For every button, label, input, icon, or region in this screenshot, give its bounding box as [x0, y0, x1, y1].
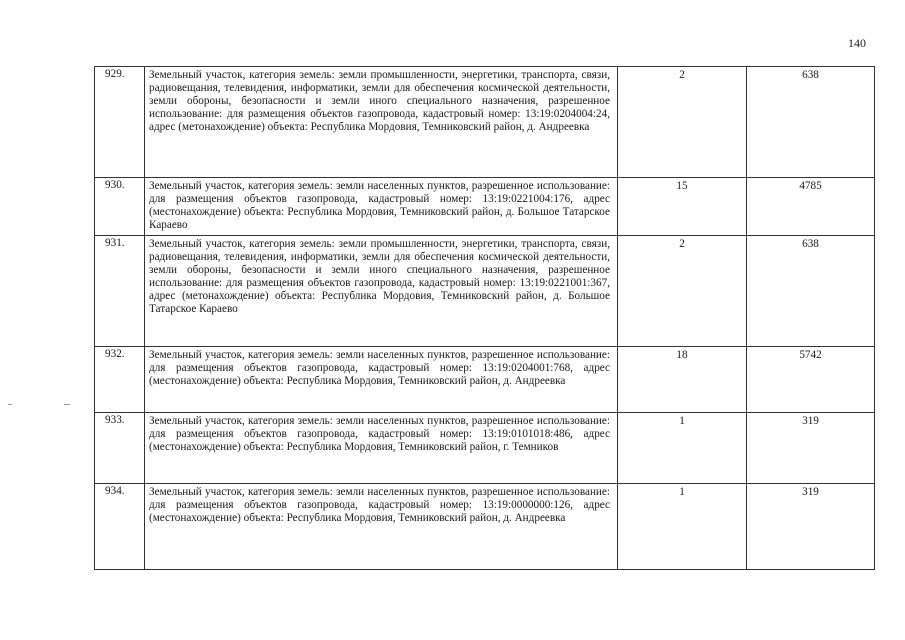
table-row: [95, 413, 875, 484]
table-row: [95, 67, 875, 178]
plot-description: Земельный участок, категория земель: земли населенных пунктов, разрешенное использование: для размещения объектов газопровода, кадастровый номер: 13:19:0204001:768, адрес (местонахождение) объекта: Республика Мордовия, Темниковский район, д. Андреевка: [145, 347, 618, 413]
plot-value: 4785: [747, 178, 875, 236]
table-row: [95, 178, 875, 236]
row-number: 932.: [95, 347, 145, 413]
plot-quantity: 1: [618, 413, 747, 484]
plot-description: Земельный участок, категория земель: земли промышленности, энергетики, транспорта, связи, радиовещания, телевидения, информатики, земли для обеспечения космической деятельности, земли обороны, безопасности и земли иного специального назначения, разрешенное использование: для размещения объектов газопровода, кадастровый номер: 13:19:0221001:367, адрес (метонахождение) объекта: Республика Мордовия, Темниковский район, д. Большое Татарское Караево: [145, 236, 618, 347]
plot-quantity: 1: [618, 484, 747, 570]
plot-description: Земельный участок, категория земель: земли населенных пунктов, разрешенное использование: для размещения объектов газопровода, кадастровый номер: 13:19:0000000:126, адрес (местонахождение) объекта: Республика Мордовия, Темниковский район, д. Андреевка: [145, 484, 618, 570]
plot-description: Земельный участок, категория земель: земли населенных пунктов, разрешенное использование: для размещения объектов газопровода, кадастровый номер: 13:19:0221004:176, адрес (местонахождение) объекта: Республика Мордовия, Темниковский район, д. Большое Татарское Караево: [145, 178, 618, 236]
plot-quantity: 2: [618, 67, 747, 178]
table-row: [95, 484, 875, 570]
row-number: 934.: [95, 484, 145, 570]
plot-description: Земельный участок, категория земель: земли промышленности, энергетики, транспорта, связи, радиовещания, телевидения, информатики, земли для обеспечения космической деятельности, земли обороны, безопасности и земли иного специального назначения, разрешенное использование: для размещения объектов газопровода, кадастровый номер: 13:19:0204004:24, адрес (метонахождение) объекта: Республика Мордовия, Темниковский район, д. Андреевка: [145, 67, 618, 178]
plot-quantity: 18: [618, 347, 747, 413]
plot-value: 319: [747, 484, 875, 570]
row-number: 930.: [95, 178, 145, 236]
plot-quantity: 2: [618, 236, 747, 347]
row-number: 931.: [95, 236, 145, 347]
plot-description: Земельный участок, категория земель: земли населенных пунктов, разрешенное использование: для размещения объектов газопровода, кадастровый номер: 13:19:0101018:486, адрес (местонахождение) объекта: Республика Мордовия, Темниковский район, г. Темников: [145, 413, 618, 484]
plot-quantity: 15: [618, 178, 747, 236]
row-number: 933.: [95, 413, 145, 484]
land-plot-register-table: [94, 66, 875, 570]
table-row: [95, 347, 875, 413]
plot-value: 638: [747, 236, 875, 347]
plot-value: 5742: [747, 347, 875, 413]
table-row: [95, 236, 875, 347]
scan-mark: [8, 404, 12, 405]
row-number: 929.: [95, 67, 145, 178]
plot-value: 319: [747, 413, 875, 484]
page-number: 140: [848, 36, 866, 50]
scan-mark: [64, 404, 70, 405]
plot-value: 638: [747, 67, 875, 178]
